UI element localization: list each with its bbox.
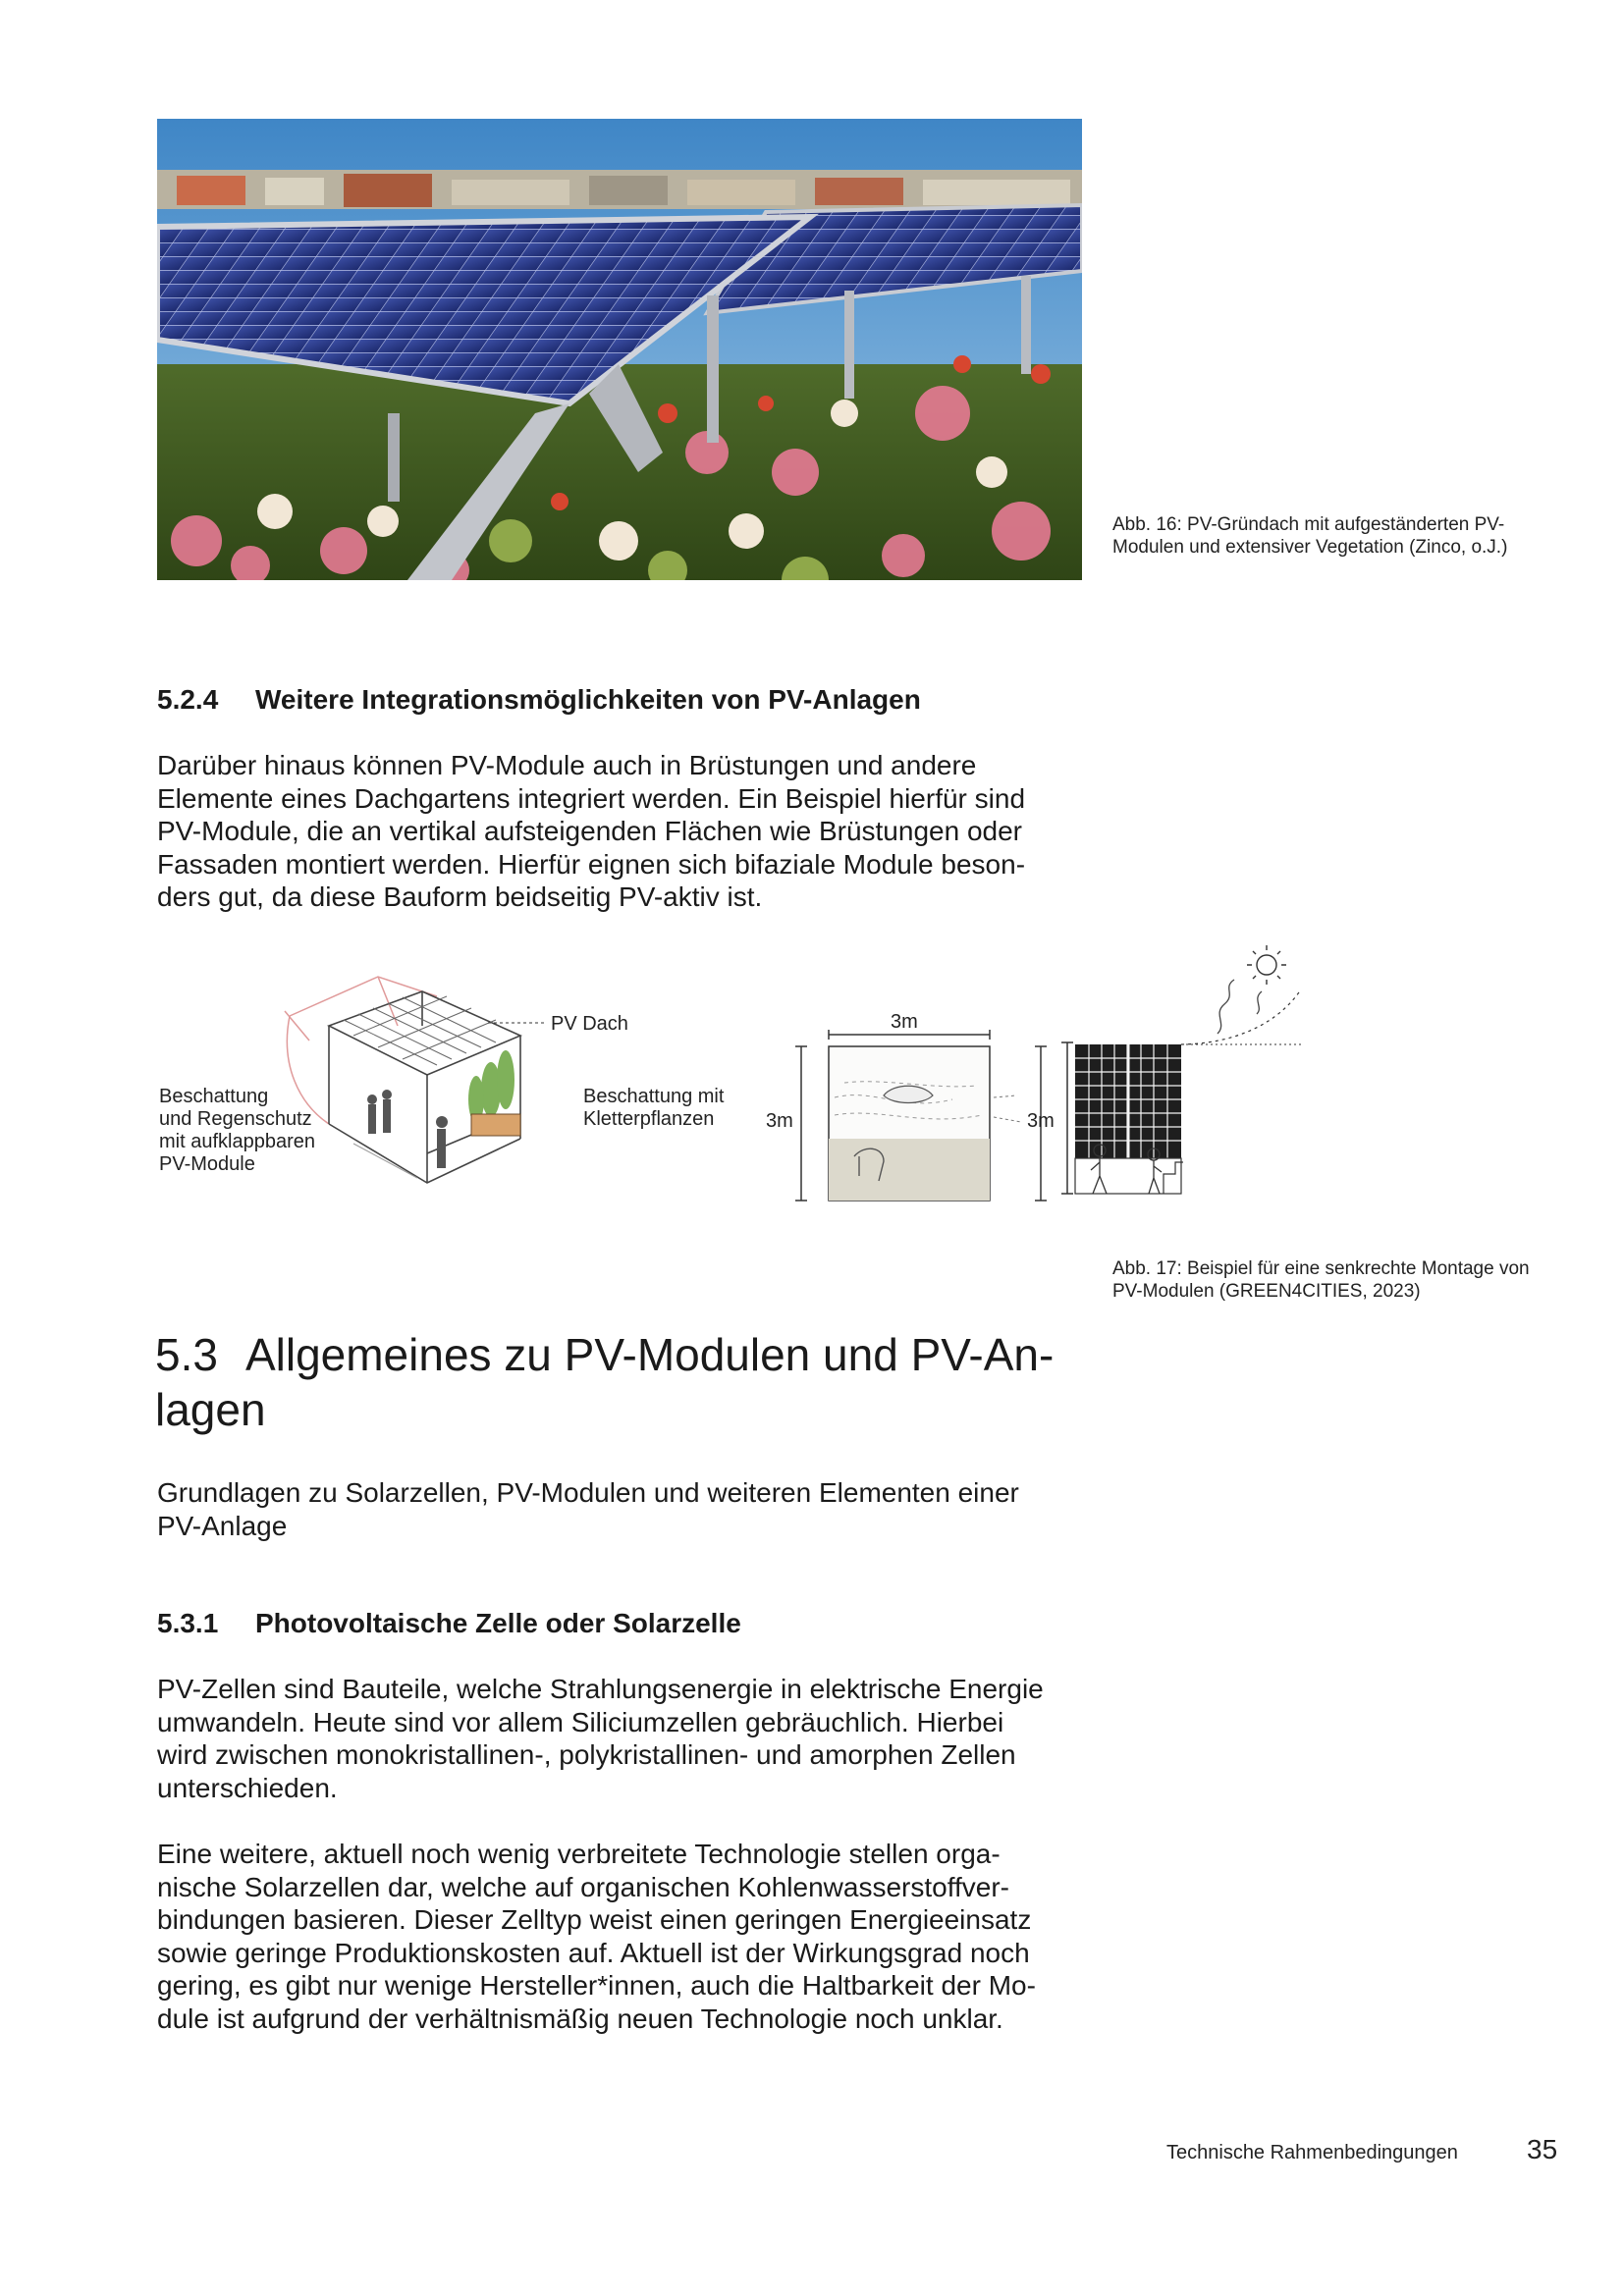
paragraph-line: unterschieden. — [157, 1772, 338, 1803]
subtitle-line: Grundlagen zu Solarzellen, PV-Modulen und weiteren Elementen einer — [157, 1477, 1019, 1508]
paragraph-line: gering, es gibt nur wenige Hersteller*innen, auch die Haltbarkeit der Mo- — [157, 1970, 1036, 2001]
label-shading-climbing-plants — [583, 1086, 724, 1131]
pv-green-roof-image — [157, 119, 1082, 580]
paragraph-line: bindungen basieren. Dieser Zelltyp weist einen geringen Energieeinsatz — [157, 1904, 1032, 1935]
paragraph-line: PV-Module, die an vertikal aufsteigenden Flächen wie Brüstungen oder — [157, 816, 1022, 846]
label-line: PV-Module — [159, 1153, 255, 1175]
paragraph-line: Elemente eines Dachgartens integriert werden. Ein Beispiel hierfür sind — [157, 782, 1026, 814]
footer-chapter-title: Technische Rahmenbedingungen — [1166, 2142, 1458, 2163]
label-line: Kletterpflanzen — [583, 1108, 715, 1130]
paragraph-line: sowie geringe Produktionskosten auf. Aktuell ist der Wirkungsgrad noch — [157, 1937, 1030, 1968]
chapter-number: 5.3 — [155, 1329, 218, 1380]
sun-icon — [1247, 945, 1286, 985]
section-5-2-4-paragraph — [157, 749, 1025, 914]
dimension-top-label: 3m — [891, 1011, 918, 1033]
chapter-heading-line: lagen — [155, 1384, 266, 1435]
label-line: Beschattung — [159, 1086, 269, 1107]
figure-16-caption — [1112, 513, 1507, 559]
figure-16-caption-line: Abb. 16: PV-Gründach mit aufgeständerten PV- — [1112, 514, 1505, 535]
section-5-3-1-paragraph-1 — [157, 1673, 1044, 1804]
vertical-pv-facade-drawing — [1056, 940, 1311, 1205]
figure-17-caption-line: Abb. 17: Beispiel für eine senkrechte Montage von — [1112, 1258, 1530, 1279]
section-heading-5-2-4 — [157, 684, 921, 716]
figure-16-photo — [157, 119, 1082, 580]
paragraph-line: umwandeln. Heute sind vor allem Siliciumzellen gebräuchlich. Hierbei — [157, 1706, 1004, 1737]
pv-dach-leader-line — [488, 1021, 547, 1025]
paragraph-line: nische Solarzellen dar, welche auf organischen Kohlenwasserstoffver- — [157, 1871, 1009, 1902]
label-line: Beschattung mit — [583, 1086, 725, 1107]
paragraph-line: wird zwischen monokristallinen-, polykristallinen- und amorphen Zellen — [157, 1739, 1016, 1770]
dimension-left-label: 3m — [766, 1110, 793, 1132]
chapter-heading-line — [155, 1327, 1054, 1382]
paragraph-line: Fassaden montiert werden. Hierfür eignen sich bifaziale Module beson- — [157, 848, 1026, 880]
paragraph-line: ders gut, da diese Bauform beidseitig PV-aktiv ist. — [157, 881, 763, 912]
label-line: mit aufklappbaren — [159, 1131, 315, 1152]
section-number: 5.3.1 — [157, 1608, 219, 1638]
section-5-3-1-paragraph-2 — [157, 1838, 1036, 2035]
section-title: Photovoltaische Zelle oder Solarzelle — [255, 1608, 741, 1638]
figure-17-caption — [1112, 1257, 1530, 1303]
label-line: und Regenschutz — [159, 1108, 312, 1130]
paragraph-line: dule ist aufgrund der verhältnismäßig neuen Technologie noch unklar. — [157, 2002, 1003, 2034]
section-heading-5-3-1 — [157, 1608, 741, 1639]
figure-16-caption-line: Modulen und extensiver Vegetation (Zinco, o.J.) — [1112, 537, 1508, 558]
paragraph-line: Eine weitere, aktuell noch wenig verbreitete Technologie stellen orga- — [157, 1839, 1001, 1869]
chapter-subtitle — [157, 1476, 1019, 1542]
page-number: 35 — [1527, 2134, 1558, 2164]
label-shading-rain — [159, 1086, 315, 1176]
chapter-title: Allgemeines zu PV-Modulen und PV-An- — [244, 1329, 1055, 1380]
section-number: 5.2.4 — [157, 684, 219, 715]
paragraph-line: PV-Zellen sind Bauteile, welche Strahlungsenergie in elektrische Energie — [157, 1674, 1044, 1704]
paragraph-line: Darüber hinaus können PV-Module auch in Brüstungen und andere — [157, 750, 977, 780]
figure-17-caption-line: PV-Modulen (GREEN4CITIES, 2023) — [1112, 1281, 1421, 1302]
chapter-heading-5-3 — [155, 1327, 1054, 1437]
dimension-right-label: 3m — [1027, 1110, 1055, 1132]
subtitle-line: PV-Anlage — [157, 1510, 288, 1541]
label-pv-dach: PV Dach — [551, 1013, 628, 1035]
section-title: Weitere Integrationsmöglichkeiten von PV-Anlagen — [255, 684, 921, 715]
